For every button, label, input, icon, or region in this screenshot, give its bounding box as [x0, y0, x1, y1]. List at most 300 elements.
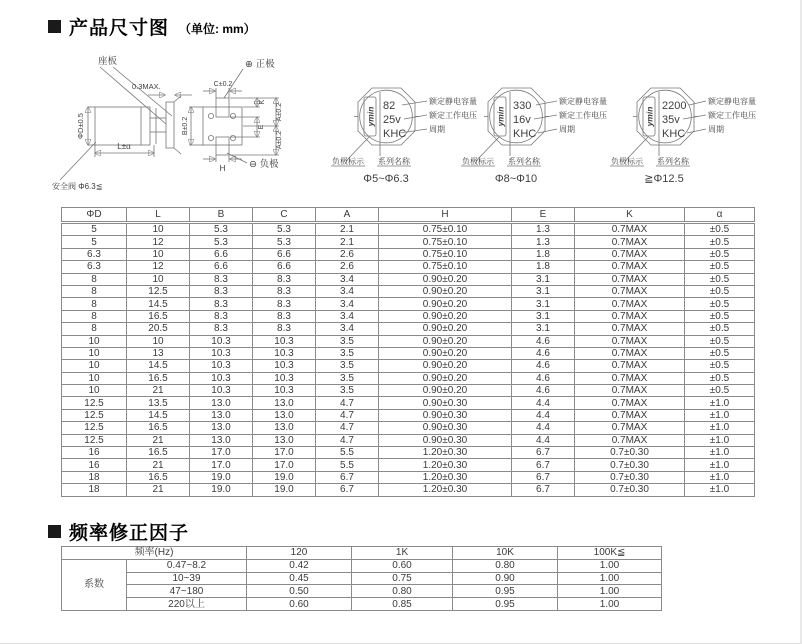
negative-terminal-label: ⊖ 负极 [249, 159, 279, 170]
frequency-header-cell: 10K [453, 547, 558, 560]
dimension-cell: 8 [62, 310, 127, 322]
dimension-cell: 6.7 [512, 447, 575, 459]
dimension-header-cell: K [575, 208, 685, 223]
dimension-cell: 0.7MAX [575, 372, 685, 384]
cap-size-range-label: Φ5~Φ6.3 [363, 173, 409, 185]
dimension-cell: 16.5 [127, 310, 190, 322]
dimension-cell: 2.1 [316, 236, 379, 248]
dimension-cell: 0.90±0.30 [379, 434, 512, 446]
dimension-cell: 21 [127, 459, 190, 471]
frequency-cell: 220以上 [127, 598, 247, 611]
dimension-cell: ±0.5 [685, 323, 755, 335]
frequency-cell: 1.00 [558, 585, 662, 598]
dimension-cell: 5 [62, 236, 127, 248]
dimension-cell: 0.90±0.20 [379, 347, 512, 359]
dimension-header-cell: B [190, 208, 253, 223]
dimension-cell: ±0.5 [685, 385, 755, 397]
cap-capacity-text: 330 [513, 100, 532, 112]
frequency-table [61, 546, 662, 611]
dimension-cell: 4.7 [316, 397, 379, 409]
dimension-cell: 17.0 [190, 447, 253, 459]
dimension-cell: ±1.0 [685, 409, 755, 421]
dimension-cell: 0.7MAX [575, 248, 685, 260]
frequency-header-cell: 1K [352, 547, 453, 560]
dimension-header-cell: ΦD [62, 208, 127, 223]
dimension-cell: 1.8 [512, 261, 575, 273]
dimension-cell: 0.90±0.20 [379, 372, 512, 384]
dimension-cell: 8.3 [253, 323, 316, 335]
dimension-cell: 12.5 [127, 285, 190, 297]
table-row [62, 397, 755, 409]
dimension-cell: 19.0 [253, 471, 316, 483]
table-row [62, 484, 755, 496]
dimension-cell: 20.5 [127, 323, 190, 335]
table-row [62, 585, 662, 598]
frequency-cell: 1.00 [558, 559, 662, 572]
frequency-cell: 0.75 [352, 572, 453, 585]
cap-voltage-text: 16v [513, 114, 531, 126]
dimension-cell: 12.5 [62, 422, 127, 434]
dimension-cell: 13.0 [190, 397, 253, 409]
dimension-cell: 10.3 [253, 372, 316, 384]
dimension-cell: 10 [127, 248, 190, 260]
dimension-cell: 4.4 [512, 422, 575, 434]
diameter-dim-label: ΦD±0.5 [76, 113, 85, 139]
square-bullet-icon [48, 20, 61, 33]
dimension-cell: 0.7MAX [575, 310, 685, 322]
dimension-cell: 13.0 [253, 397, 316, 409]
ymin-logo-text: ymin [644, 106, 655, 127]
frequency-cell: 0.47~8.2 [127, 559, 247, 572]
dimension-cell: 4.6 [512, 385, 575, 397]
dimension-header-cell: H [379, 208, 512, 223]
rated-voltage-label: 额定工作电压 [429, 111, 477, 120]
dimension-cell: 10 [127, 335, 190, 347]
dimension-cell: 5 [62, 223, 127, 236]
dimension-cell: 4.7 [316, 422, 379, 434]
dimension-cell: 21 [127, 385, 190, 397]
dimension-cell: 13 [127, 347, 190, 359]
dimension-cell: 0.90±0.30 [379, 397, 512, 409]
dimension-cell: 2.6 [316, 261, 379, 273]
dimension-cell: ±0.5 [685, 285, 755, 297]
dimension-cell: ±1.0 [685, 434, 755, 446]
dimension-cell: 14.5 [127, 360, 190, 372]
dimension-cell: 3.5 [316, 372, 379, 384]
rated-capacity-label: 额定静电容量 [708, 97, 756, 106]
dimension-cell: 5.3 [190, 236, 253, 248]
dimension-cell: 0.7MAX [575, 434, 685, 446]
dimension-cell: ±0.5 [685, 347, 755, 359]
dimension-cell: 17.0 [253, 459, 316, 471]
seat-plate-label: 座板 [98, 56, 118, 67]
frequency-cell: 0.60 [352, 559, 453, 572]
dimension-cell: ±1.0 [685, 459, 755, 471]
table-row [62, 422, 755, 434]
page-title: 产品尺寸图 [69, 18, 170, 39]
table-row [62, 434, 755, 446]
cap-marking-diagram-3 [609, 82, 784, 187]
dimension-cell: 1.3 [512, 236, 575, 248]
dimension-cell: 12.5 [62, 434, 127, 446]
dimension-cell: 5.3 [253, 236, 316, 248]
dimension-cell: 0.7MAX [575, 261, 685, 273]
rated-capacity-label: 额定静电容量 [429, 97, 477, 106]
dimension-header-cell: L [127, 208, 190, 223]
rated-capacity-label: 额定静电容量 [559, 97, 607, 106]
dimension-cell: 3.4 [316, 285, 379, 297]
positive-terminal-label: ⊕ 正极 [245, 59, 275, 70]
dimension-cell: 14.5 [127, 409, 190, 421]
dimension-cell: 10.3 [190, 347, 253, 359]
dimension-cell: 19.0 [190, 484, 253, 496]
bottom-view-diagram [183, 50, 343, 202]
dimension-cell: 0.7MAX [575, 385, 685, 397]
dimension-cell: 8.3 [190, 310, 253, 322]
dimension-cell: 3.4 [316, 298, 379, 310]
dimension-cell: 0.7MAX [575, 360, 685, 372]
cap-series-text: KHC [513, 128, 537, 140]
dimension-cell: 12 [127, 261, 190, 273]
dimension-cell: 6.3 [62, 261, 127, 273]
frequency-header-cell: 120 [247, 547, 352, 560]
table-row [62, 273, 755, 285]
dimension-table-header-row [62, 208, 755, 223]
dimension-table [61, 207, 755, 497]
dimension-cell: 3.1 [512, 273, 575, 285]
frequency-header-cell: 频率(Hz) [62, 547, 247, 560]
frequency-cell: 0.60 [247, 598, 352, 611]
period-label: 周期 [708, 125, 724, 134]
dimension-cell: 3.5 [316, 347, 379, 359]
dimension-cell: 12.5 [62, 409, 127, 421]
dimension-cell: 0.90±0.20 [379, 273, 512, 285]
dimension-cell: 0.7MAX [575, 285, 685, 297]
series-name-label: 系列名称 [508, 157, 540, 166]
dimension-cell: 0.7MAX [575, 273, 685, 285]
dimension-cell: 1.20±0.30 [379, 471, 512, 483]
frequency-table-header-row [62, 547, 662, 560]
frequency-cell: 0.42 [247, 559, 352, 572]
dimension-cell: 0.7±0.30 [575, 459, 685, 471]
ymin-logo-text: ymin [365, 106, 376, 127]
cap-series-text: KHC [383, 128, 407, 140]
dimension-cell: 1.20±0.30 [379, 447, 512, 459]
table-row [62, 409, 755, 421]
dimension-cell: 0.90±0.20 [379, 323, 512, 335]
dimension-cell: 10.3 [253, 385, 316, 397]
frequency-cell: 0.80 [352, 585, 453, 598]
dimension-cell: 0.90±0.30 [379, 422, 512, 434]
length-dim-label: L±α [117, 142, 131, 151]
dimension-cell: 6.6 [253, 261, 316, 273]
dimension-cell: 0.7MAX [575, 323, 685, 335]
cap-size-range-label: ≧Φ12.5 [644, 173, 684, 185]
dimension-cell: 6.7 [316, 484, 379, 496]
ymin-logo-text: ymin [495, 106, 506, 127]
dimension-cell: 10 [62, 372, 127, 384]
dimension-cell: 0.75±0.10 [379, 261, 512, 273]
negative-mark-label: 负极标示 [332, 157, 364, 166]
frequency-cell: 0.95 [453, 598, 558, 611]
frequency-cell: 47~180 [127, 585, 247, 598]
dimension-header-cell: E [512, 208, 575, 223]
table-row [62, 298, 755, 310]
dimension-cell: 6.6 [190, 261, 253, 273]
dimension-cell: 16 [62, 447, 127, 459]
dimension-cell: 0.7MAX [575, 335, 685, 347]
series-name-label: 系列名称 [378, 157, 410, 166]
dimension-cell: 0.7±0.30 [575, 471, 685, 483]
table-row [62, 559, 662, 572]
dimension-cell: ±0.5 [685, 248, 755, 260]
dimension-cell: ±1.0 [685, 422, 755, 434]
frequency-table-body [62, 559, 662, 610]
table-row [62, 598, 662, 611]
dimension-cell: 0.90±0.20 [379, 360, 512, 372]
dimension-cell: 0.90±0.20 [379, 310, 512, 322]
section-frequency-title [48, 518, 189, 545]
dimension-cell: 6.7 [512, 459, 575, 471]
dimension-cell: 3.4 [316, 310, 379, 322]
frequency-cell: 0.45 [247, 572, 352, 585]
dimension-cell: 10.3 [190, 360, 253, 372]
rated-voltage-label: 额定工作电压 [559, 111, 607, 120]
dimension-cell: 6.6 [253, 248, 316, 260]
dimension-cell: 16.5 [127, 422, 190, 434]
dim-a-top-label: A±0.2 [276, 102, 283, 122]
dimension-cell: ±1.0 [685, 471, 755, 483]
dimension-cell: 13.0 [253, 422, 316, 434]
dimension-cell: ±0.5 [685, 310, 755, 322]
dimension-cell: 13.0 [190, 434, 253, 446]
dimension-cell: 6.7 [512, 471, 575, 483]
dimension-cell: 0.7MAX [575, 236, 685, 248]
frequency-section-title: 频率修正因子 [69, 523, 190, 544]
cap-voltage-text: 35v [662, 114, 680, 126]
dimension-cell: 3.5 [316, 360, 379, 372]
frequency-cell: 0.50 [247, 585, 352, 598]
dimension-cell: 4.7 [316, 409, 379, 421]
dimension-cell: 4.7 [316, 434, 379, 446]
dimension-cell: 8.3 [190, 273, 253, 285]
frequency-cell: 0.90 [453, 572, 558, 585]
dim-c-label: C±0.2 [213, 81, 233, 88]
dimension-cell: 10 [62, 385, 127, 397]
dimension-cell: 19.0 [190, 471, 253, 483]
dimension-cell: 8 [62, 285, 127, 297]
frequency-cell: 10~39 [127, 572, 247, 585]
dimension-cell: 16.5 [127, 372, 190, 384]
dimension-cell: 0.75±0.10 [379, 236, 512, 248]
dimension-cell: 3.4 [316, 273, 379, 285]
dimension-cell: 5.3 [190, 223, 253, 236]
dimension-cell: 0.7MAX [575, 397, 685, 409]
dim-k-label: K [259, 99, 266, 105]
dimension-cell: 4.6 [512, 347, 575, 359]
top-clearance-label: 0.3MAX. [132, 82, 161, 91]
dimension-cell: 4.6 [512, 360, 575, 372]
dimension-cell: 6.7 [512, 484, 575, 496]
rated-voltage-label: 额定工作电压 [708, 111, 756, 120]
dimension-cell: 3.4 [316, 323, 379, 335]
dimension-cell: 8 [62, 298, 127, 310]
dimension-cell: 4.4 [512, 409, 575, 421]
unit-note: （单位: mm） [179, 22, 256, 36]
series-name-label: 系列名称 [657, 157, 689, 166]
dimension-cell: 10 [127, 223, 190, 236]
dimension-cell: 17.0 [190, 459, 253, 471]
dim-e-label: E [258, 124, 265, 130]
table-row [62, 572, 662, 585]
dimension-cell: 4.4 [512, 434, 575, 446]
dimension-cell: 13.0 [253, 434, 316, 446]
dimension-cell: 1.3 [512, 223, 575, 236]
dimension-cell: 8.3 [190, 298, 253, 310]
dimension-cell: 0.75±0.10 [379, 248, 512, 260]
table-row [62, 310, 755, 322]
dimension-cell: 10 [127, 273, 190, 285]
cap-capacity-text: 82 [383, 100, 396, 112]
dimension-cell: 16 [62, 459, 127, 471]
dimension-cell: 0.7MAX [575, 409, 685, 421]
dimension-cell: 10.3 [253, 347, 316, 359]
dimension-cell: 4.6 [512, 335, 575, 347]
dimension-cell: ±0.5 [685, 236, 755, 248]
table-row [62, 261, 755, 273]
dimension-cell: 21 [127, 434, 190, 446]
dimension-cell: 0.7MAX [575, 298, 685, 310]
dimension-cell: 16.5 [127, 447, 190, 459]
dimension-cell: 3.1 [512, 310, 575, 322]
dimension-cell: 5.5 [316, 447, 379, 459]
dimension-cell: ±0.5 [685, 372, 755, 384]
table-row [62, 347, 755, 359]
dimension-cell: 0.75±0.10 [379, 223, 512, 236]
cap-capacity-text: 2200 [662, 100, 687, 112]
dimension-cell: 0.90±0.30 [379, 409, 512, 421]
dimension-cell: 10.3 [190, 372, 253, 384]
table-row [62, 447, 755, 459]
frequency-cell: 0.95 [453, 585, 558, 598]
dimension-cell: 3.5 [316, 385, 379, 397]
cap-size-range-label: Φ8~Φ10 [494, 173, 538, 185]
dimension-cell: 10 [62, 360, 127, 372]
table-row [62, 360, 755, 372]
dimension-cell: 5.3 [253, 223, 316, 236]
dimension-cell: 0.90±0.20 [379, 298, 512, 310]
table-row [62, 385, 755, 397]
dimension-header-cell: A [316, 208, 379, 223]
cap-series-text: KHC [662, 128, 686, 140]
period-label: 周期 [429, 125, 445, 134]
frequency-header-cell: 100K≦ [558, 547, 662, 560]
dimension-cell: 14.5 [127, 298, 190, 310]
frequency-cell: 0.85 [352, 598, 453, 611]
dimension-cell: 3.1 [512, 323, 575, 335]
dimension-cell: 1.20±0.30 [379, 484, 512, 496]
dimension-cell: ±0.5 [685, 223, 755, 236]
dimension-cell: 10.3 [253, 335, 316, 347]
dimension-cell: 0.90±0.20 [379, 385, 512, 397]
dimension-cell: 3.1 [512, 298, 575, 310]
dimension-cell: 8.3 [190, 285, 253, 297]
table-row [62, 223, 755, 236]
dimension-cell: ±0.5 [685, 261, 755, 273]
cap-voltage-text: 25v [383, 114, 401, 126]
dimension-cell: 18 [62, 484, 127, 496]
dimension-cell: 21 [127, 484, 190, 496]
dimension-cell: ±0.5 [685, 273, 755, 285]
dimension-cell: 6.7 [316, 471, 379, 483]
dimension-cell: ±0.5 [685, 335, 755, 347]
dimension-cell: 0.7MAX [575, 422, 685, 434]
dimension-cell: 12 [127, 236, 190, 248]
dimension-cell: 19.0 [253, 484, 316, 496]
dimension-cell: ±1.0 [685, 447, 755, 459]
dimension-cell: 3.1 [512, 285, 575, 297]
dimension-header-cell: C [253, 208, 316, 223]
dimension-cell: 16.5 [127, 471, 190, 483]
dimension-cell: 4.6 [512, 372, 575, 384]
table-row [62, 372, 755, 384]
dimension-cell: ±0.5 [685, 298, 755, 310]
safety-valve-label: 安全阀 Φ6.3≦ [52, 182, 103, 191]
frequency-cell: 1.00 [558, 598, 662, 611]
dimension-cell: 6.6 [190, 248, 253, 260]
dimension-cell: 13.0 [190, 409, 253, 421]
dimension-cell: 3.5 [316, 335, 379, 347]
coefficient-label: 系数 [62, 559, 127, 610]
dimension-cell: 8.3 [253, 310, 316, 322]
dimension-cell: 8.3 [190, 323, 253, 335]
dimension-table-body [62, 223, 755, 497]
dimension-cell: 10.3 [253, 360, 316, 372]
table-row [62, 471, 755, 483]
dimension-cell: 10 [62, 347, 127, 359]
dimension-cell: 13.5 [127, 397, 190, 409]
dim-b-label: B±0.2 [182, 116, 189, 136]
dimension-cell: 1.20±0.30 [379, 459, 512, 471]
table-row [62, 236, 755, 248]
dimension-cell: 2.6 [316, 248, 379, 260]
square-bullet-icon [48, 525, 61, 538]
dimension-cell: 6.3 [62, 248, 127, 260]
table-row [62, 323, 755, 335]
dimension-cell: 17.0 [253, 447, 316, 459]
dimension-cell: 10 [62, 335, 127, 347]
dimension-cell: 1.8 [512, 248, 575, 260]
dimension-cell: 4.4 [512, 397, 575, 409]
dimension-cell: 8 [62, 273, 127, 285]
dimension-cell: 0.90±0.20 [379, 335, 512, 347]
frequency-cell: 0.80 [453, 559, 558, 572]
table-row [62, 248, 755, 260]
negative-mark-label: 负极标示 [611, 157, 643, 166]
dimension-cell: 0.7MAX [575, 223, 685, 236]
section-dimensions-title [48, 13, 256, 40]
dimension-cell: 8.3 [253, 273, 316, 285]
dimension-cell: 8.3 [253, 298, 316, 310]
dimension-cell: ±0.5 [685, 360, 755, 372]
dimension-cell: 13.0 [253, 409, 316, 421]
negative-mark-label: 负极标示 [462, 157, 494, 166]
dimension-cell: 13.0 [190, 422, 253, 434]
dimension-cell: 18 [62, 471, 127, 483]
dimension-cell: 10.3 [190, 385, 253, 397]
frequency-cell: 1.00 [558, 572, 662, 585]
dimension-cell: 5.5 [316, 459, 379, 471]
